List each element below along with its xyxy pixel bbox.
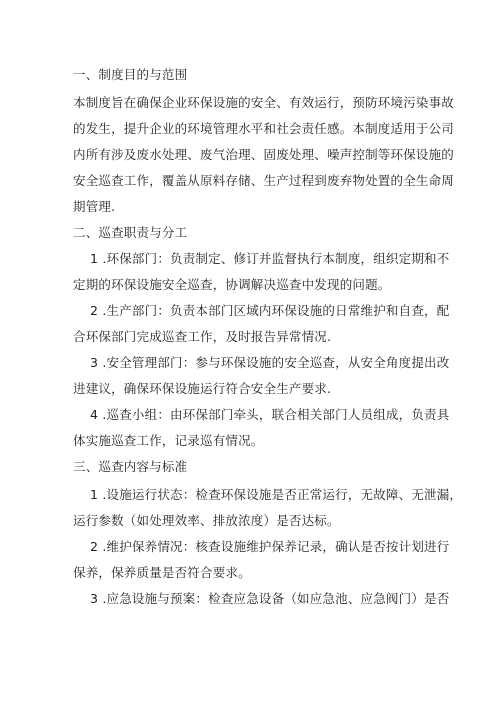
list-item-continuation: 体实施巡查工作，记录巡有情况。 [73,433,264,448]
list-item-continuation: 进建议，确保环保设施运行符合安全生产要求. [73,381,332,396]
section-heading-3: 三、巡查内容与标准 [73,459,188,474]
paragraph-line: 内所有涉及废水处理、废气治理、固废处理、噪声控制等环保设施的 [73,147,455,162]
list-item-3 [90,354,449,372]
list-number: 3 [90,591,99,606]
list-text: .环保部门：负责制定、修订并监督执行本制度，组织定期和不 [102,251,450,266]
list-text: .设施运行状态：检查环保设施是否正常运行，无故障、无泄漏， [102,487,463,502]
list-item-1 [90,486,462,504]
section-heading-1: 一、制度目的与范围 [73,67,188,82]
section-heading-2: 二、巡查职责与分工 [73,225,188,240]
list-number: 1 [90,251,99,266]
list-item-continuation: 定期的环保设施安全巡查，协调解决巡查中发现的问题。 [73,277,391,292]
paragraph-line: 期管理. [73,199,116,214]
paragraph-line: 安全巡查工作，覆盖从原料存储、生产过程到废弃物处置的全生命周 [73,173,455,188]
list-text: .维护保养情况：核查设施维护保养记录，确认是否按计划进行 [102,539,450,554]
list-number: 3 [90,355,99,370]
list-item-continuation: 运行参数（如处理效率、排放浓度）是否达标。 [73,513,340,528]
list-item-2 [90,302,449,320]
list-item-continuation: 合环保部门完成巡查工作，及时报告异常情况. [73,329,332,344]
list-number: 4 [90,407,99,422]
list-text: .应急设施与预案：检查应急设备（如应急池、应急阀门）是否 [102,591,450,606]
list-number: 2 [90,303,99,318]
list-text: .安全管理部门：参与环保设施的安全巡查，从安全角度提出改 [102,355,450,370]
list-item-2 [90,538,449,556]
list-text: .巡查小组：由环保部门牵头，联合相关部门人员组成，负责具 [102,407,450,422]
paragraph-line: 本制度旨在确保企业环保设施的安全、有效运行，预防环境污染事故 [73,95,455,110]
list-number: 2 [90,539,99,554]
list-item-continuation: 保养，保养质量是否符合要求。 [73,565,251,580]
list-item-1 [90,250,449,268]
list-item-3 [90,590,449,608]
list-text: .生产部门：负责本部门区域内环保设施的日常维护和自查，配 [102,303,450,318]
paragraph-line: 的发生，提升企业的环境管理水平和社会责任感。本制度适用于公司 [73,121,455,136]
list-number: 1 [90,487,99,502]
list-item-4 [90,406,449,424]
